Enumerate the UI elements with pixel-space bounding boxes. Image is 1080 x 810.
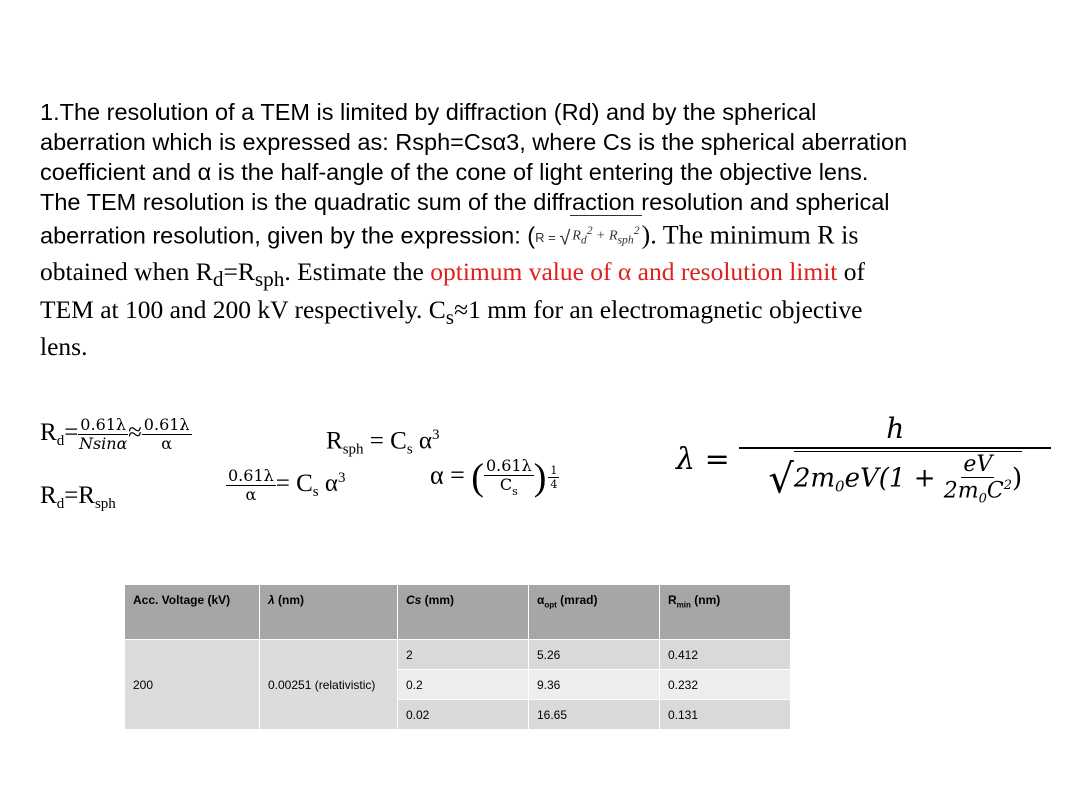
problem-line-8: lens. [40, 331, 88, 361]
rmin-cell: 0.412 [660, 640, 791, 670]
exponent-denominator: 4 [550, 477, 558, 491]
alpha-cell: 9.36 [529, 670, 660, 700]
rd-approx-denominator: α [161, 434, 173, 453]
lambda-numerator: h [739, 415, 1051, 449]
problem-line-1: 1.The resolution of a TEM is limited by diffraction (Rd) and by the spherical [40, 99, 817, 125]
line5-tail: ). The minimum R is [641, 220, 859, 250]
lambda-den-b: eV(1 + [844, 463, 944, 494]
problem-line-7 [40, 295, 1060, 332]
line6-text-d: of [837, 257, 866, 287]
optimum-alpha-equation: α = ( $\frac{0.61\lambda}{C_s}$ ) $\frac{1}{4}$ [430, 456, 558, 499]
rmin-cell: 0.232 [660, 670, 791, 700]
resolution-table [124, 584, 791, 730]
relativistic-wavelength-equation: λ = h $√2m_0eV(1$ + $\frac{eV}{2m_0C^2}$ ) [676, 415, 1051, 505]
rd-denominator: Nsinα [78, 434, 128, 453]
line6-text-a: obtained when R [40, 257, 213, 287]
lambda-inner-den-b: C [986, 478, 1004, 504]
alpha-cell: 16.65 [529, 700, 660, 730]
line7-text-a: TEM at 100 and 200 kV respectively. C [40, 294, 446, 324]
voltage-cell: 200 [125, 640, 260, 730]
header-alpha-opt: $\alpha_{opt}$ (mrad) [529, 585, 660, 640]
line6-sub-d: d [212, 267, 224, 292]
problem-line-2: aberration which is expressed as: Rsph=Csα3, where Cs is the spherical aberration [40, 129, 908, 155]
header-r-min: $R_{min}$ (nm) [660, 585, 791, 640]
rd-numerator: 0.61λ [80, 415, 127, 434]
highlight-text: optimum value of α and resolution limit [430, 257, 838, 287]
rd-symbol: R [40, 482, 57, 509]
diffraction-resolution-equation: $R_d=$ $\frac{0.61\lambda}{Nsin\alpha}$ ≈ $\frac{0.61\lambda}{\alpha}$ [40, 415, 190, 453]
header-lambda: λ (nm) [260, 585, 398, 640]
problem-line-5 [40, 217, 1060, 257]
alpha-cell: 5.26 [529, 640, 660, 670]
balance-equation: $\frac{0.61\lambda}{\alpha}$ = $C_s$ $\alpha^3$ [228, 466, 346, 504]
line6-text-b: =R [223, 257, 255, 287]
lambda-inner-den: 2m [943, 478, 979, 504]
rd-approx-numerator: 0.61λ [143, 415, 190, 434]
quadratic-sum-formula: R = √ $R_d^2 + R_{sph}^2$ [535, 230, 641, 245]
alpha-denominator: C [499, 475, 513, 494]
problem-line-4: The TEM resolution is the quadratic sum of the diffraction resolution and spherical [40, 189, 890, 215]
header-acc-voltage: Acc. Voltage (kV) [125, 585, 260, 640]
line6-sub-sph: sph [254, 267, 285, 292]
rsph-eq-text: = C [369, 427, 407, 455]
header-cs: Cs (mm) [398, 585, 529, 640]
lambda-inner-num: eV [963, 452, 993, 477]
table-row [125, 640, 791, 670]
cs-cell: 2 [398, 640, 529, 670]
cs-cell: 0.2 [398, 670, 529, 700]
cs-cell: 0.02 [398, 700, 529, 730]
line7-text-b: ≈1 mm for an electromagnetic objective [454, 294, 863, 324]
problem-line-3: coefficient and α is the half-angle of the cone of light entering the objective lens. [40, 159, 869, 185]
rsph-symbol: =R [64, 482, 95, 509]
balance-denominator: α [245, 485, 257, 504]
spherical-aberration-equation: $R_{sph} = C_s$ $\alpha^3$ [326, 427, 440, 458]
exponent-numerator: 1 [550, 463, 558, 477]
rmin-cell: 0.131 [660, 700, 791, 730]
line5-text: aberration resolution, given by the expression: ( [40, 222, 536, 249]
balance-numerator: 0.61λ [228, 466, 274, 485]
problem-statement [40, 97, 1060, 361]
line6-text-c: . Estimate the [284, 257, 431, 287]
lambda-den-a: 2m [793, 463, 836, 494]
alpha-numerator: 0.61λ [485, 456, 532, 475]
lambda-denominator: $√2m_0eV(1$ + $\frac{eV}{2m_0C^2}$ ) [768, 452, 1023, 507]
problem-line-6 [40, 257, 1060, 294]
equality-condition-equation: $R_d=R_{sph}$ [40, 482, 116, 512]
line7-sub-s: s [445, 304, 455, 329]
lambda-cell: 0.00251 (relativistic) [260, 640, 398, 730]
